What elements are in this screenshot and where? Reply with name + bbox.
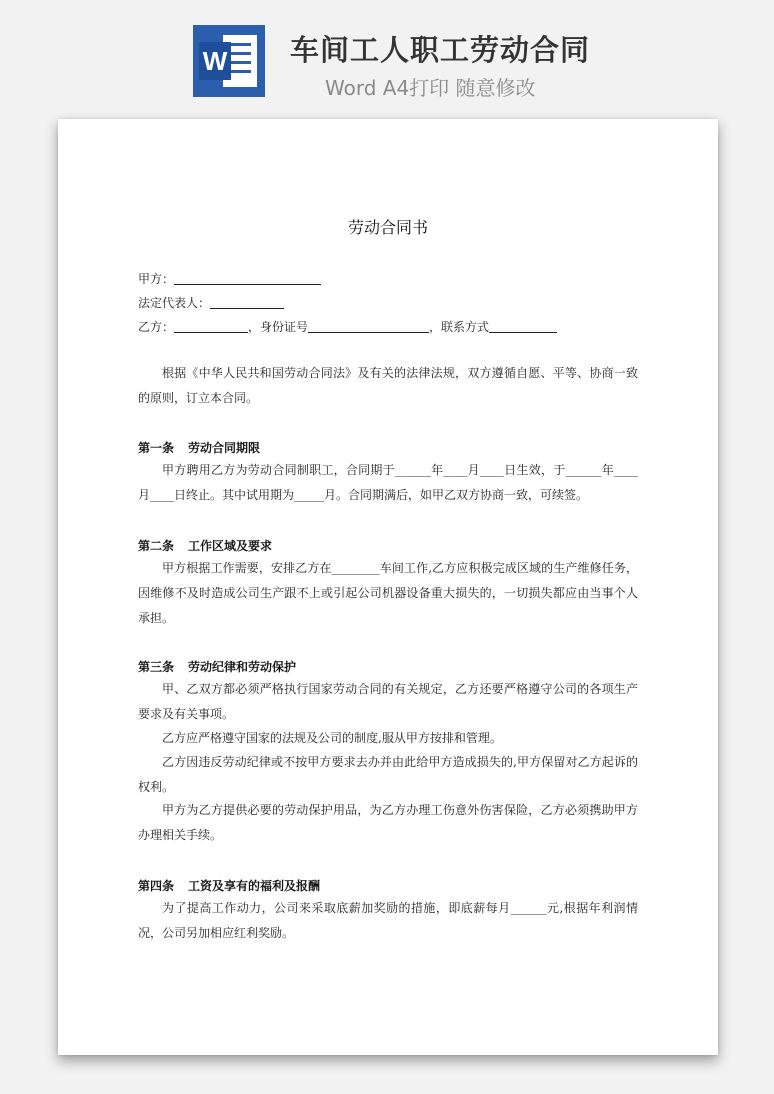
- id-label: ，身份证号: [248, 320, 309, 334]
- section-3-paragraph-3: 乙方因违反劳动纪律或不按甲方要求去办并由此给甲方造成损失的,甲方保留对乙方起诉的权利。: [138, 755, 638, 794]
- section-2-paragraph-1: 甲方根据工作需要，安排乙方在________车间工作,乙方应积极完成区域的生产维修任务，因维修不及时造成公司生产跟不上或引起公司机器设备重大损失的，一切损失都应由当事个人承担。: [138, 561, 638, 625]
- section-3-title: 劳动纪律和劳动保护: [188, 660, 297, 674]
- section-3-paragraph-2: 乙方应严格遵守国家的法规及公司的制度,服从甲方按排和管理。: [162, 731, 502, 745]
- section-4-title: 工资及享有的福利及报酬: [188, 879, 321, 893]
- header-banner: [0, 0, 774, 115]
- section-2-title: 工作区域及要求: [188, 539, 273, 553]
- document-title: 劳动合同书: [347, 218, 428, 237]
- word-document-icon: [193, 25, 265, 97]
- section-4-paragraph-1: 为了提高工作动力，公司来采取底薪加奖励的措施，即底薪每月______元,根据年利润情况，公司另加相应红利奖励。: [138, 901, 638, 940]
- party-b-line: [138, 317, 557, 337]
- section-2-heading: [138, 537, 272, 554]
- party-b-blank[interactable]: [174, 320, 248, 333]
- contact-blank[interactable]: [489, 320, 557, 333]
- section-3-number: 第三条: [138, 660, 175, 674]
- party-a-label: 甲方：: [138, 272, 175, 286]
- word-icon-letter: W: [202, 46, 228, 76]
- legal-rep-line: [138, 293, 284, 313]
- page-title: 车间工人职工劳动合同: [290, 33, 591, 67]
- intro-paragraph: 根据《中华人民共和国劳动合同法》及有关的法律法规，双方遵循自愿、平等、协商一致的原则，订立本合同。: [138, 366, 638, 405]
- party-a-line: [138, 269, 321, 289]
- page-subtitle: Word A4打印 随意修改: [325, 76, 536, 100]
- document-page: [58, 119, 718, 1055]
- id-blank[interactable]: [308, 320, 429, 333]
- party-a-blank[interactable]: [174, 272, 321, 285]
- legal-rep-label: 法定代表人：: [138, 296, 211, 310]
- contact-label: ，联系方式: [429, 320, 490, 334]
- section-1-heading: [138, 439, 260, 456]
- section-1-number: 第一条: [138, 441, 175, 455]
- section-2-number: 第二条: [138, 539, 175, 553]
- section-4-number: 第四条: [138, 879, 175, 893]
- section-3-paragraph-1: 甲、乙双方都必须严格执行国家劳动合同的有关规定，乙方还要严格遵守公司的各项生产要求及有关事项。: [138, 682, 638, 721]
- section-1-paragraph-1: 甲方聘用乙方为劳动合同制职工，合同期于______年____月____日生效，于______年____月____日终止。其中试用期为_____月。合同期满后，如甲乙双方协商一致，可续签。: [138, 463, 638, 502]
- section-4-heading: [138, 877, 320, 894]
- section-3-paragraph-4: 甲方为乙方提供必要的劳动保护用品，为乙方办理工伤意外伤害保险，乙方必须携助甲方办理相关手续。: [138, 803, 638, 842]
- party-b-label: 乙方：: [138, 320, 175, 334]
- section-1-title: 劳动合同期限: [188, 441, 261, 455]
- section-3-heading: [138, 658, 296, 675]
- legal-rep-blank[interactable]: [210, 296, 284, 309]
